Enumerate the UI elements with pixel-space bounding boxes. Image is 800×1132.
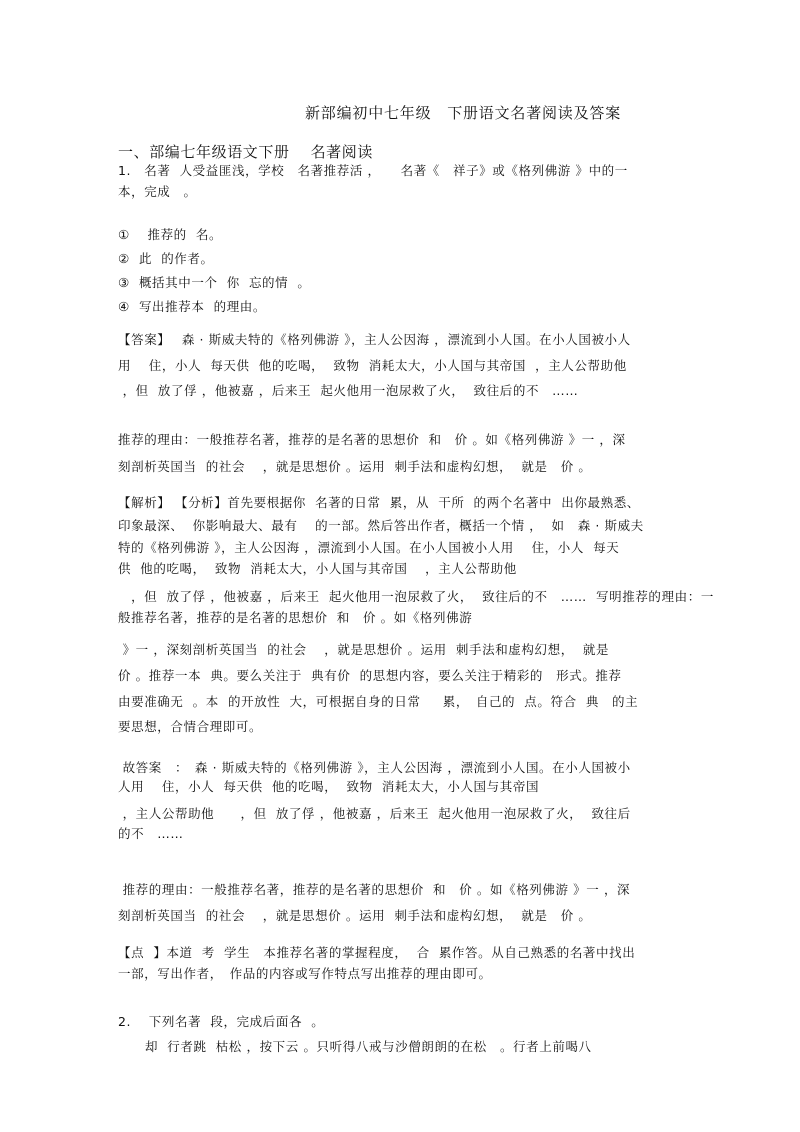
q1-line: 本，完成 。	[118, 184, 197, 199]
analysis-line: 供 他的吃喝， 致物 消耗太大，小人国与其帝国 ，主人公帮助他	[118, 561, 517, 576]
analysis-line: 价 。推荐一本 典。要么关注于 典有价 的思想内容，要么关注于精彩的 形式。推荐	[118, 668, 622, 683]
final-answer-line: ，主人公帮助他 ，但 放了俘 ，他被嘉 ，后来王 起火他用一泡尿救了火， 致往后	[118, 806, 631, 821]
document-title: 新部编初中七年级 下册语文名著阅读及答案	[305, 104, 622, 122]
reason-line: 推荐的理由：一般推荐名著，推荐的是名著的思想价 和 价 。如《格列佛游 》一 ，深	[118, 432, 626, 447]
q1-item: ① 推荐的 名。	[118, 227, 223, 242]
analysis-line: 》一 ，深刻剖析英国当 的社会 ，就是思想价 。运用 刺手法和虚构幻想， 就是	[118, 642, 610, 657]
final-answer-line: 故答案 ： 森 · 斯威夫特的《格列佛游 》，主人公因海 ，漂流到小人国。在小人国被小	[118, 760, 631, 775]
final-reason-line: 推荐的理由：一般推荐名著，推荐的是名著的思想价 和 价 。如《格列佛游 》一 ，深	[118, 882, 631, 897]
analysis-line: 由要准确无 。本 的开放性 大，可根据自身的日常 累， 自己的 点。符合 典 的主	[118, 694, 639, 709]
analysis-line: 般推荐名著，推荐的是名著的思想价 和 价 。如《格列佛游	[118, 610, 473, 625]
analysis-line: 要思想，合情合理即可。	[118, 719, 263, 734]
point-line: 【点 】本道 考 学生 本推荐名著的掌握程度， 合 累作答。从自己熟悉的名著中找出	[118, 945, 636, 960]
final-answer-line: 人用 住，小人 每天供 他的吃喝， 致物 消耗太大，小人国与其帝国	[118, 779, 540, 794]
answer-line: ，但 放了俘 ，他被嘉 ，后来王 起火他用一泡尿救了火， 致往后的不 ……	[118, 383, 579, 398]
answer-line: 用 住，小人 每天供 他的吃喝， 致物 消耗太大，小人国与其帝国 ，主人公帮助他	[118, 358, 627, 373]
q2-line: 2. 下列名著 段，完成后面各 。	[118, 1014, 325, 1029]
answer-line: 【答案】 森 · 斯威夫特的《格列佛游 》，主人公因海 ，漂流到小人国。在小人国被小人	[118, 332, 631, 347]
q1-item: ④ 写出推荐本 的理由。	[118, 299, 266, 314]
point-line: 一部，写出作者， 作品的内容或写作特点写出推荐的理由即可。	[118, 966, 492, 981]
final-answer-line: 的不 ……	[118, 826, 184, 841]
final-reason-line: 刻剖析英国当 的社会 ，就是思想价 。运用 刺手法和虚构幻想， 就是 价 。	[118, 908, 592, 923]
section-heading: 一、部编七年级语文下册 名著阅读	[118, 143, 373, 161]
analysis-line: ，但 放了俘 ，他被嘉 ，后来王 起火他用一泡尿救了火， 致往后的不 …… 写明推荐的理由：一	[118, 589, 714, 604]
q1-item: ② 此 的作者。	[118, 251, 214, 266]
q2-text: 却 行者跳 枯松 ，按下云 。只听得八戒与沙僧朗朗的在松 。行者上前喝八	[145, 1039, 592, 1054]
analysis-line: 【解析】 【分析】首先要根据你 名著的日常 累，从 干所 的两个名著中 出你最熟悉、	[118, 495, 640, 510]
reason-line: 刻剖析英国当 的社会 ，就是思想价 。运用 刺手法和虚构幻想， 就是 价 。	[118, 459, 592, 474]
analysis-line: 特的《格列佛游 》，主人公因海 ，漂流到小人国。在小人国被小人用 住，小人 每天	[118, 540, 620, 555]
q1-line: 1. 名著 人受益匪浅，学校 名著推荐活 ， 名著《 祥子》或《格列佛游 》中的一	[118, 163, 628, 178]
q1-item: ③ 概括其中一个 你 忘的情 。	[118, 275, 311, 290]
analysis-line: 印象最深、 你影响最大、最有 的一部。然后答出作者，概括一个情 ， 如 森 · 斯威夫	[118, 518, 644, 533]
